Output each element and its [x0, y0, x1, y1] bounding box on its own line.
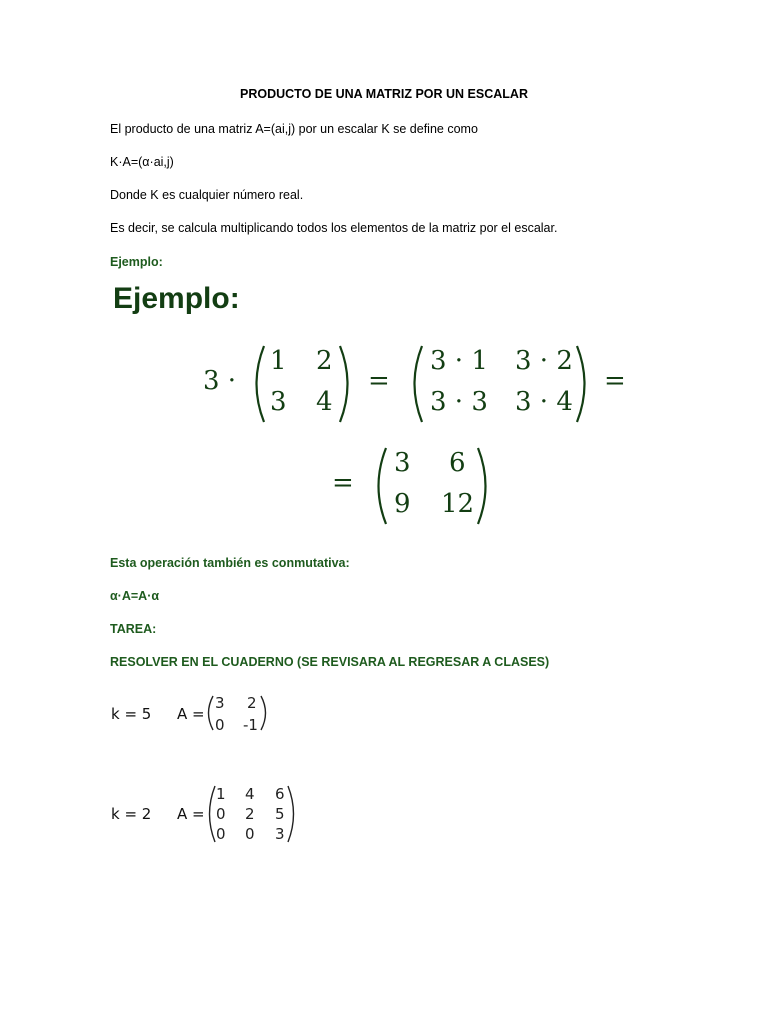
- matrix-cell: 1: [216, 785, 226, 803]
- real-number-text: Donde K es cualquier número real.: [110, 188, 304, 202]
- matrix-cell: 6: [449, 448, 466, 478]
- matrix-cell: 3 · 2: [515, 346, 573, 376]
- definition-formula: K·A=(α·ai,j): [110, 155, 174, 169]
- matrix-cell: 3 · 4: [515, 387, 573, 417]
- matrix-label: A =: [177, 805, 205, 823]
- right-paren: [259, 694, 271, 734]
- commutative-label: Esta operación también es conmutativa:: [110, 556, 350, 570]
- ejemplo-heading: Ejemplo:: [113, 282, 240, 315]
- matrix-cell: 0: [215, 716, 225, 734]
- matrix-cell: 4: [245, 785, 255, 803]
- ejemplo-label: Ejemplo:: [110, 255, 163, 269]
- scalar-k: k = 2: [111, 805, 152, 823]
- right-paren: [474, 446, 496, 526]
- matrix-cell: 3: [270, 387, 287, 417]
- matrix-cell: 3: [215, 694, 225, 712]
- right-paren: [573, 344, 595, 424]
- matrix-cell: 3: [275, 825, 285, 843]
- matrix-cell: 5: [275, 805, 285, 823]
- definition-text: El producto de una matriz A=(ai,j) por un escalar K se define como: [110, 122, 478, 136]
- tarea-label: TAREA:: [110, 622, 157, 636]
- matrix-cell: 6: [275, 785, 285, 803]
- matrix-cell: 3: [394, 448, 411, 478]
- left-paren: [368, 446, 390, 526]
- scalar-factor: 3 ·: [203, 366, 237, 396]
- matrix-label: A =: [177, 705, 205, 723]
- right-paren: [286, 784, 300, 846]
- matrix-cell: 4: [316, 387, 333, 417]
- left-paren: [203, 694, 215, 734]
- matrix-cell: 3 · 1: [430, 346, 488, 376]
- page-title: PRODUCTO DE UNA MATRIZ POR UN ESCALAR: [240, 87, 528, 101]
- tarea-instruction: RESOLVER EN EL CUADERNO (SE REVISARA AL REGRESAR A CLASES): [110, 655, 550, 669]
- left-paren: [203, 784, 217, 846]
- matrix-cell: 2: [316, 346, 333, 376]
- right-paren: [336, 344, 358, 424]
- matrix-cell: 9: [394, 489, 411, 519]
- left-paren: [404, 344, 426, 424]
- equals-sign: =: [332, 468, 354, 498]
- explanation-text: Es decir, se calcula multiplicando todos los elementos de la matriz por el escalar.: [110, 221, 558, 235]
- matrix-cell: 0: [216, 805, 226, 823]
- matrix-cell: 0: [245, 825, 255, 843]
- matrix-cell: 3 · 3: [430, 387, 488, 417]
- scalar-k: k = 5: [111, 705, 152, 723]
- matrix-cell: 0: [216, 825, 226, 843]
- commutative-formula: α·A=A·α: [110, 589, 160, 603]
- equals-sign: =: [604, 366, 626, 396]
- matrix-cell: 1: [270, 346, 287, 376]
- matrix-cell: 2: [247, 694, 257, 712]
- equals-sign: =: [368, 366, 390, 396]
- matrix-cell: -1: [243, 716, 258, 734]
- matrix-cell: 2: [245, 805, 255, 823]
- matrix-cell: 12: [441, 489, 475, 519]
- left-paren: [246, 344, 268, 424]
